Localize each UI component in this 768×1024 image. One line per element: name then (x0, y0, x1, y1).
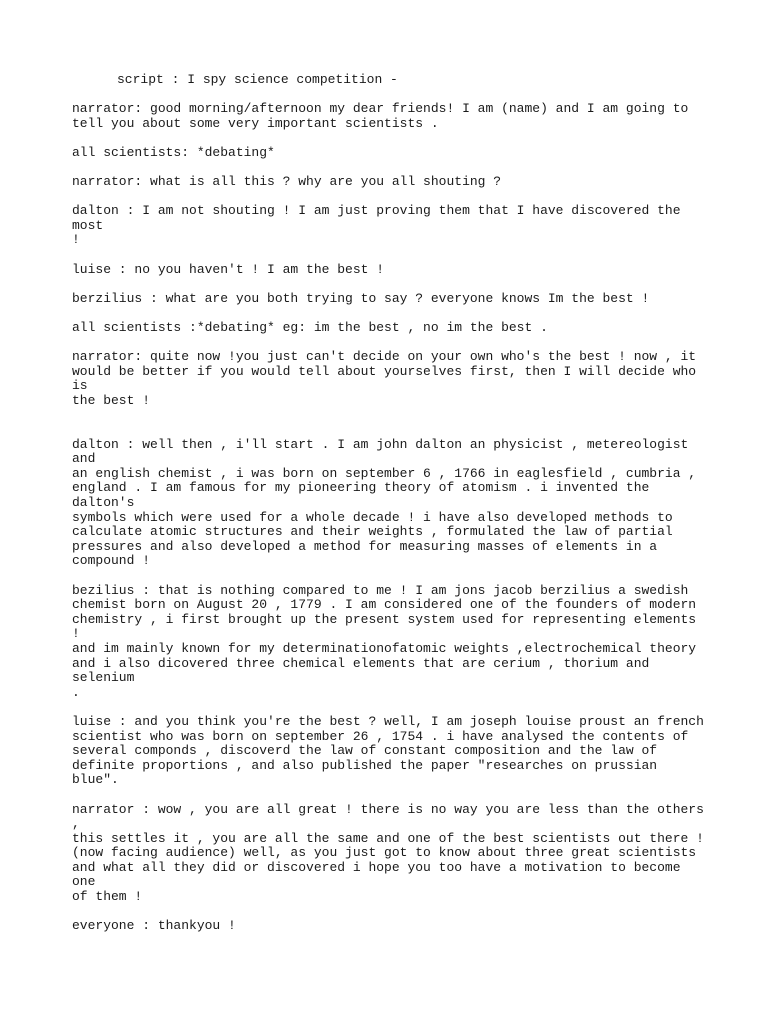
paragraph-luise-intro: luise : and you think you're the best ? well, I am joseph louise proust an french scientist who was born on september 26 , 1754 . i have analysed the contents of several componds , discoverd the law of constant composition and the law of definite proportions , and also published the paper "researches on prussian blue". (72, 713, 704, 788)
paragraph-narrator-greeting: narrator: good morning/afternoon my dear friends! I am (name) and I am going to tell you about some very important scientists . (72, 101, 689, 131)
paragraph-scientists-debating: all scientists: *debating* (72, 144, 275, 160)
paragraph-luise-claim: luise : no you haven't ! I am the best ! (72, 261, 385, 277)
document-title: script : I spy science competition - (117, 72, 398, 87)
paragraph-narrator-conclusion: narrator : wow , you are all great ! there is no way you are less than the others , this settles it , you are all the same and one of the best scientists out there ! (now facing audience) well, as you just got to know about three great scientists and what all they did or discovered i hope you too have a motivation to become one of them ! (72, 801, 704, 905)
paragraph-dalton-intro: dalton : well then , i'll start . I am john dalton an physicist , metereologist and an english chemist , i was born on september 6 , 1766 in eaglesfield , cumbria , england . I am famous for my pioneering theory of atomism . i invented the dalton's symbols which were used for a whole decade ! i have also developed methods to calculate atomic structures and their weights , formulated the law of partial pressures and also developed a method for measuring masses of elements in a compound ! (72, 436, 697, 569)
document-body (72, 102, 708, 948)
paragraph-berzilius-intro: bezilius : that is nothing compared to me ! I am jons jacob berzilius a swedish chemist born on August 20 , 1779 . I am considered one of the founders of modern chemistry , i first brought up the present system used for representing elements ! and im mainly known for my determinationofatomic weights ,electrochemical theory and i also dicovered three chemical elements that are cerium , thorium and selenium . (72, 582, 697, 700)
paragraph-everyone-thanks: everyone : thankyou ! (72, 918, 236, 934)
paragraph-scientists-debating-again: all scientists :*debating* eg: im the best , no im the best . (72, 319, 548, 335)
paragraph-dalton-claim: dalton : I am not shouting ! I am just proving them that I have discovered the most ! (72, 203, 681, 248)
paragraph-berzilius-claim: berzilius : what are you both trying to say ? everyone knows Im the best ! (72, 290, 650, 306)
paragraph-narrator-question: narrator: what is all this ? why are you all shouting ? (72, 173, 502, 189)
paragraph-narrator-instruction: narrator: quite now !you just can't decide on your own who's the best ! now , it would be better if you would tell about yourselves first, then I will decide who is the best ! (72, 349, 697, 408)
